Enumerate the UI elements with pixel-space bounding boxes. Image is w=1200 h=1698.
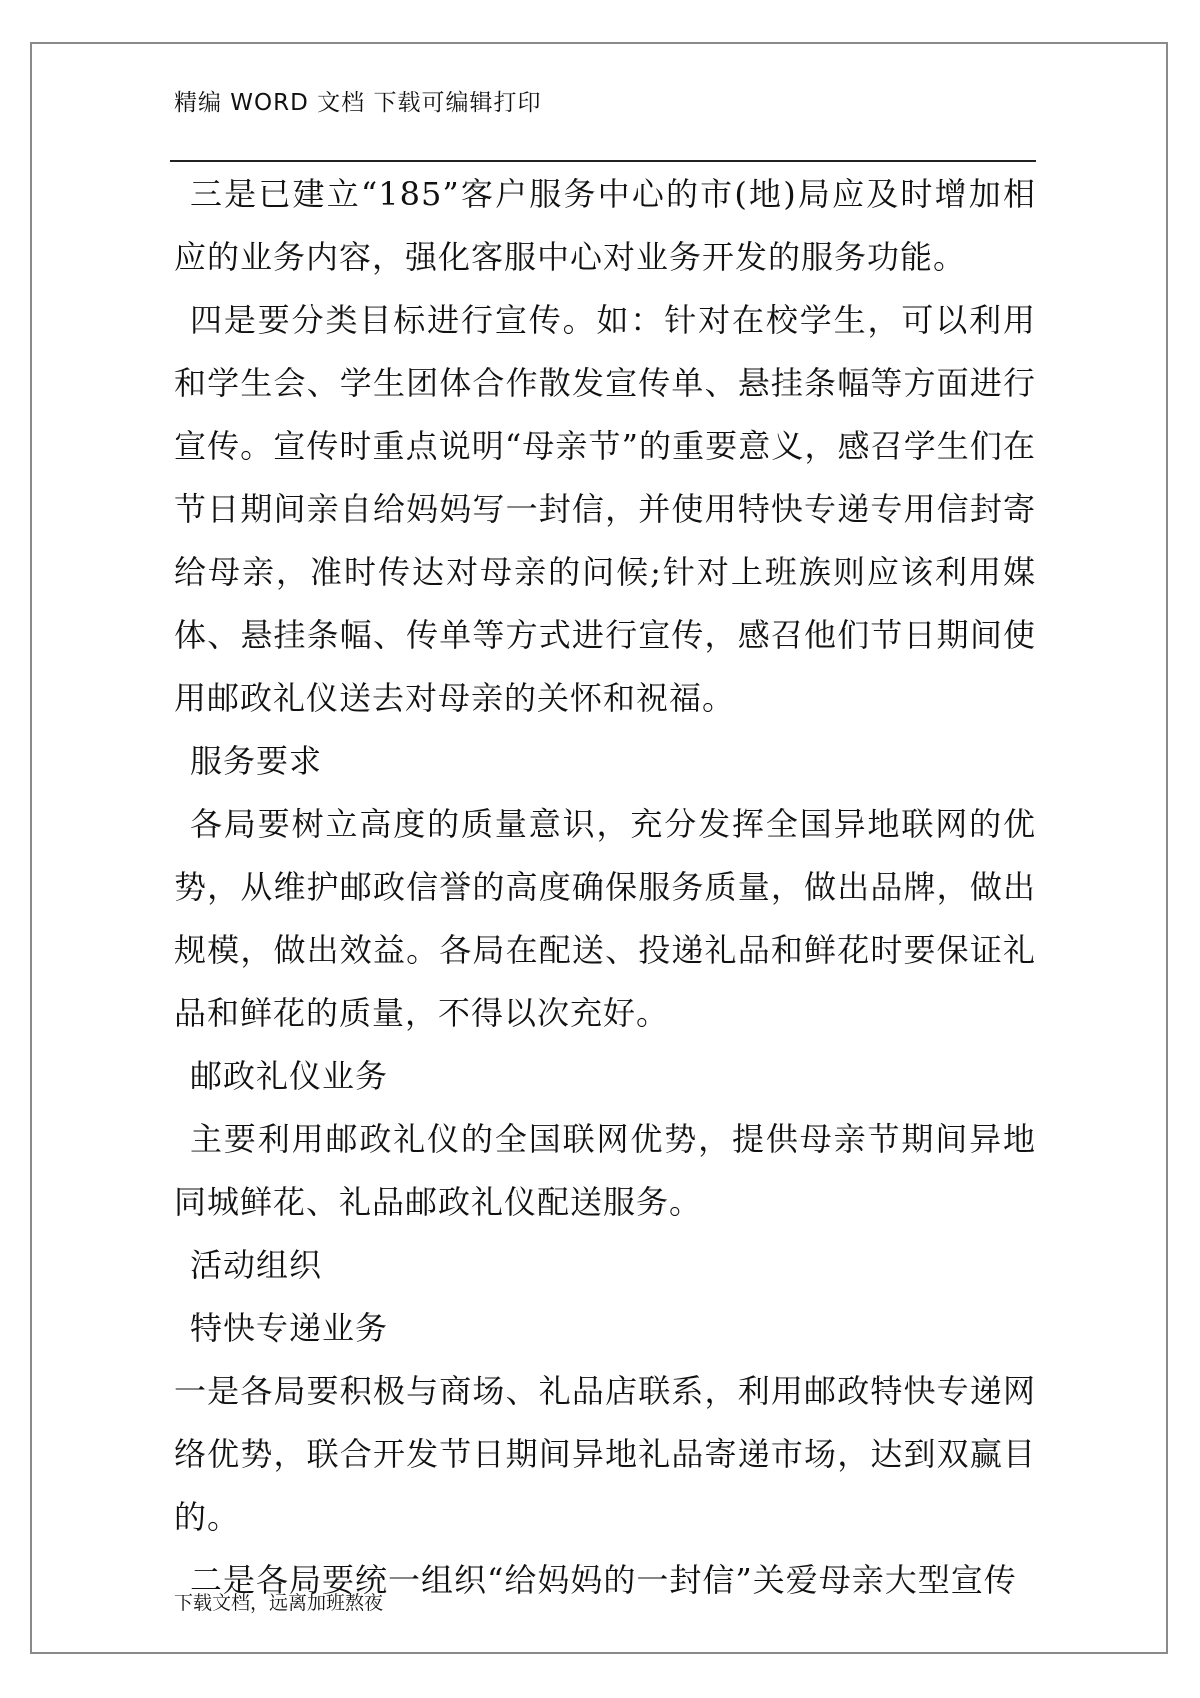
paragraph-3: 各局要树立高度的质量意识，充分发挥全国异地联网的优势，从维护邮政信誉的高度确保服务质量，做出品牌，做出规模，做出效益。各局在配送、投递礼品和鲜花时要保证礼品和鲜花的质量，不得以次充好。	[174, 805, 1036, 1032]
page-header: 精编 WORD 文档 下载可编辑打印	[174, 90, 542, 116]
paragraph-2: 四是要分类目标进行宣传。如：针对在校学生，可以利用和学生会、学生团体合作散发宣传单、悬挂条幅等方面进行宣传。宣传时重点说明“母亲节”的重要意义，感召学生们在节日期间亲自给妈妈写一封信，并使用特快专递专用信封寄给母亲，准时传达对母亲的问候;针对上班族则应该利用媒体、悬挂条幅、传单等方式进行宣传，感召他们节日期间使用邮政礼仪送去对母亲的关怀和祝福。	[174, 301, 1036, 717]
paragraph-5: 一是各局要积极与商场、礼品店联系，利用邮政特快专递网络优势，联合开发节日期间异地礼品寄递市场，达到双赢目的。	[174, 1372, 1036, 1536]
section-heading-service-requirements: 服务要求	[190, 742, 323, 780]
paragraph-6: 二是各局要统一组织“给妈妈的一封信”关爱母亲大型宣传	[190, 1561, 1017, 1599]
section-heading-express-delivery: 特快专递业务	[190, 1309, 389, 1347]
header-divider	[170, 160, 1036, 162]
page-footer: 下载文档，远离加班熬夜	[174, 1592, 384, 1614]
document-body	[174, 163, 1036, 1612]
section-heading-postal-etiquette: 邮政礼仪业务	[190, 1057, 389, 1095]
paragraph-4: 主要利用邮政礼仪的全国联网优势，提供母亲节期间异地同城鲜花、礼品邮政礼仪配送服务。	[174, 1120, 1036, 1221]
section-heading-activity-organization: 活动组织	[190, 1246, 323, 1284]
paragraph-1: 三是已建立“185”客户服务中心的市(地)局应及时增加相应的业务内容，强化客服中心对业务开发的服务功能。	[174, 175, 1036, 276]
